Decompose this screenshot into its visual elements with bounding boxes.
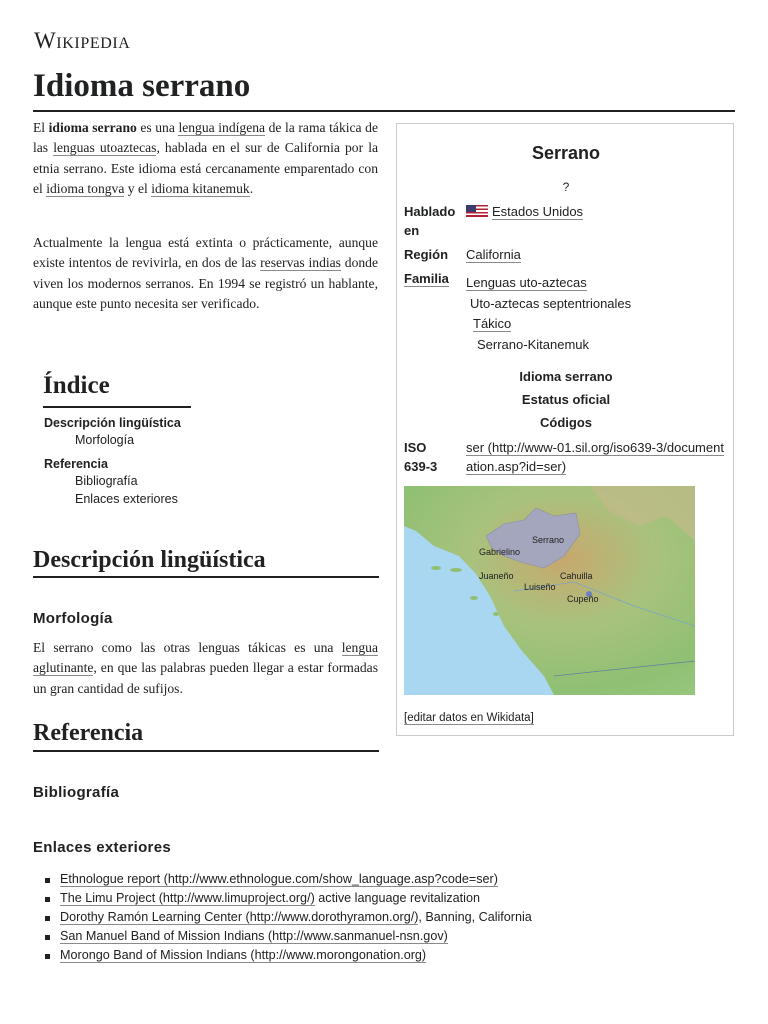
- link-estados-unidos[interactable]: Estados Unidos: [492, 204, 584, 219]
- map-label-cupeno: Cupeño: [567, 594, 599, 604]
- link-reservas-indias[interactable]: reservas indias: [260, 255, 341, 271]
- map-label-gabrielino: Gabrielino: [479, 547, 521, 557]
- us-flag-icon: [466, 205, 488, 217]
- label-hablado-en: Hablado en: [404, 204, 456, 238]
- section-divider: [33, 576, 379, 578]
- infobox-codigos: Códigos: [540, 415, 592, 430]
- island: [431, 566, 441, 570]
- link-california[interactable]: California: [466, 247, 521, 262]
- section-heading-descripcion: Descripción lingüística: [33, 547, 266, 573]
- toc-item-bibliografia[interactable]: Bibliografía: [75, 474, 138, 488]
- island: [450, 568, 462, 572]
- text: , en que las palabras pueden llegar a estar formadas un gran cantidad de sufijos.: [33, 660, 378, 696]
- external-links-list: [44, 870, 532, 965]
- link-iso-639-3[interactable]: ser (http://www-01.sil.org/iso639-3/documentation.asp?id=ser): [466, 440, 724, 474]
- text: active language revitalization: [314, 891, 480, 905]
- value-region: [466, 245, 521, 264]
- toc-title: Índice: [43, 372, 110, 399]
- infobox-estatus-oficial: Estatus oficial: [521, 392, 611, 407]
- external-link[interactable]: San Manuel Band of Mission Indians (http://www.sanmanuel-nsn.gov): [60, 929, 448, 943]
- toc-item-descripcion[interactable]: Descripción lingüística: [44, 416, 181, 430]
- link-lengua-indigena[interactable]: lengua indígena: [178, 120, 266, 135]
- island: [493, 612, 499, 616]
- toc-item-morfologia[interactable]: Morfología: [75, 433, 135, 447]
- link-lengua-aglutinante[interactable]: lengua aglutinante: [33, 640, 378, 676]
- text: y el: [124, 181, 152, 197]
- text: .: [249, 181, 254, 197]
- wordmark-text: Wikipedia: [34, 28, 131, 53]
- text: El serrano como las otras lenguas tákicas es una: [33, 640, 342, 655]
- subsection-heading-enlaces: Enlaces exteriores: [33, 839, 171, 856]
- text: , Banning, California: [418, 910, 532, 924]
- familia-label-text[interactable]: Familia: [404, 271, 449, 286]
- familia-item-2: Uto-aztecas septentrionales: [470, 296, 632, 311]
- text: , hablada en el sur de California por la etnia serrano. Este idioma está cercanamente emparentado con el: [33, 140, 379, 197]
- text: Actualmente la lengua está extinta o prácticamente, aunque existe intentos de revivirla, en dos de las: [33, 235, 378, 271]
- list-item: [44, 870, 532, 889]
- list-item: [44, 889, 532, 908]
- title-divider: [33, 110, 735, 112]
- list-item: [44, 927, 532, 946]
- map-label-cahuilla: Cahuilla: [560, 571, 593, 581]
- link-idioma-kitanemuk[interactable]: idioma kitanemuk: [151, 181, 250, 197]
- wikipedia-wordmark[interactable]: [34, 28, 130, 54]
- map-label-serrano: Serrano: [532, 535, 565, 545]
- link-lenguas-uto-aztecas[interactable]: Lenguas uto-aztecas: [466, 275, 587, 290]
- toc-item-referencia[interactable]: Referencia: [44, 457, 108, 471]
- edit-wikidata-link: [404, 712, 534, 724]
- value-hablado-en: [466, 202, 583, 221]
- subsection-heading-morfologia: Morfología: [33, 610, 113, 627]
- toc-divider: [43, 406, 191, 408]
- familia-item-3: [473, 314, 511, 333]
- link-editar-wikidata[interactable]: [editar datos en Wikidata]: [404, 712, 534, 724]
- toc-item-enlaces[interactable]: Enlaces exteriores: [75, 492, 178, 506]
- text: donde viven los modernos serranos. En 1994 se registró un hablante, aunque este punto necesita ser verificado.: [33, 255, 378, 312]
- value-iso-639-3: [466, 438, 728, 476]
- list-item: [44, 908, 532, 927]
- label-iso-639-3: ISO 639-3: [404, 440, 438, 474]
- page-title: Idioma serrano: [33, 68, 251, 104]
- language-map-image[interactable]: [404, 486, 695, 695]
- section-divider: [33, 750, 379, 752]
- external-link[interactable]: Morongo Band of Mission Indians (http://www.morongonation.org): [60, 948, 427, 962]
- intro-paragraph-2: [33, 233, 378, 315]
- familia-item-4: Serrano-Kitanemuk: [477, 337, 589, 352]
- map-svg: [404, 486, 695, 695]
- section-heading-referencia: Referencia: [33, 720, 144, 746]
- infobox: [396, 123, 734, 736]
- link-takico[interactable]: Tákico: [473, 316, 512, 331]
- link-lenguas-utoaztecas[interactable]: lenguas utoaztecas: [53, 140, 157, 156]
- infobox-subject: Idioma serrano: [519, 369, 613, 384]
- list-item: [44, 946, 532, 965]
- subsection-heading-bibliografia: Bibliografía: [33, 784, 120, 801]
- text: de la rama tákica de las: [33, 120, 378, 156]
- pronunciation-mark[interactable]: ?: [562, 180, 570, 194]
- intro-paragraph-1: [33, 118, 378, 200]
- link-idioma-tongva[interactable]: idioma tongva: [46, 181, 125, 197]
- text: es una: [136, 120, 179, 135]
- text: El: [33, 120, 49, 135]
- morfologia-paragraph: [33, 638, 378, 699]
- label-region: Región: [404, 247, 449, 262]
- external-link[interactable]: Ethnologue report (http://www.ethnologue.com/show_language.asp?code=ser): [60, 872, 498, 886]
- external-link[interactable]: The Limu Project (http://www.limuproject.org/): [60, 891, 315, 905]
- island: [470, 596, 478, 600]
- map-label-luiseno: Luiseño: [524, 582, 556, 592]
- map-label-juaneno: Juaneño: [479, 571, 514, 581]
- subject-bold: idioma serrano: [48, 120, 137, 135]
- label-familia: [404, 269, 449, 288]
- infobox-title: Serrano: [531, 143, 601, 163]
- external-link[interactable]: Dorothy Ramón Learning Center (http://www.dorothyramon.org/): [60, 910, 419, 924]
- familia-item-1: [466, 273, 587, 292]
